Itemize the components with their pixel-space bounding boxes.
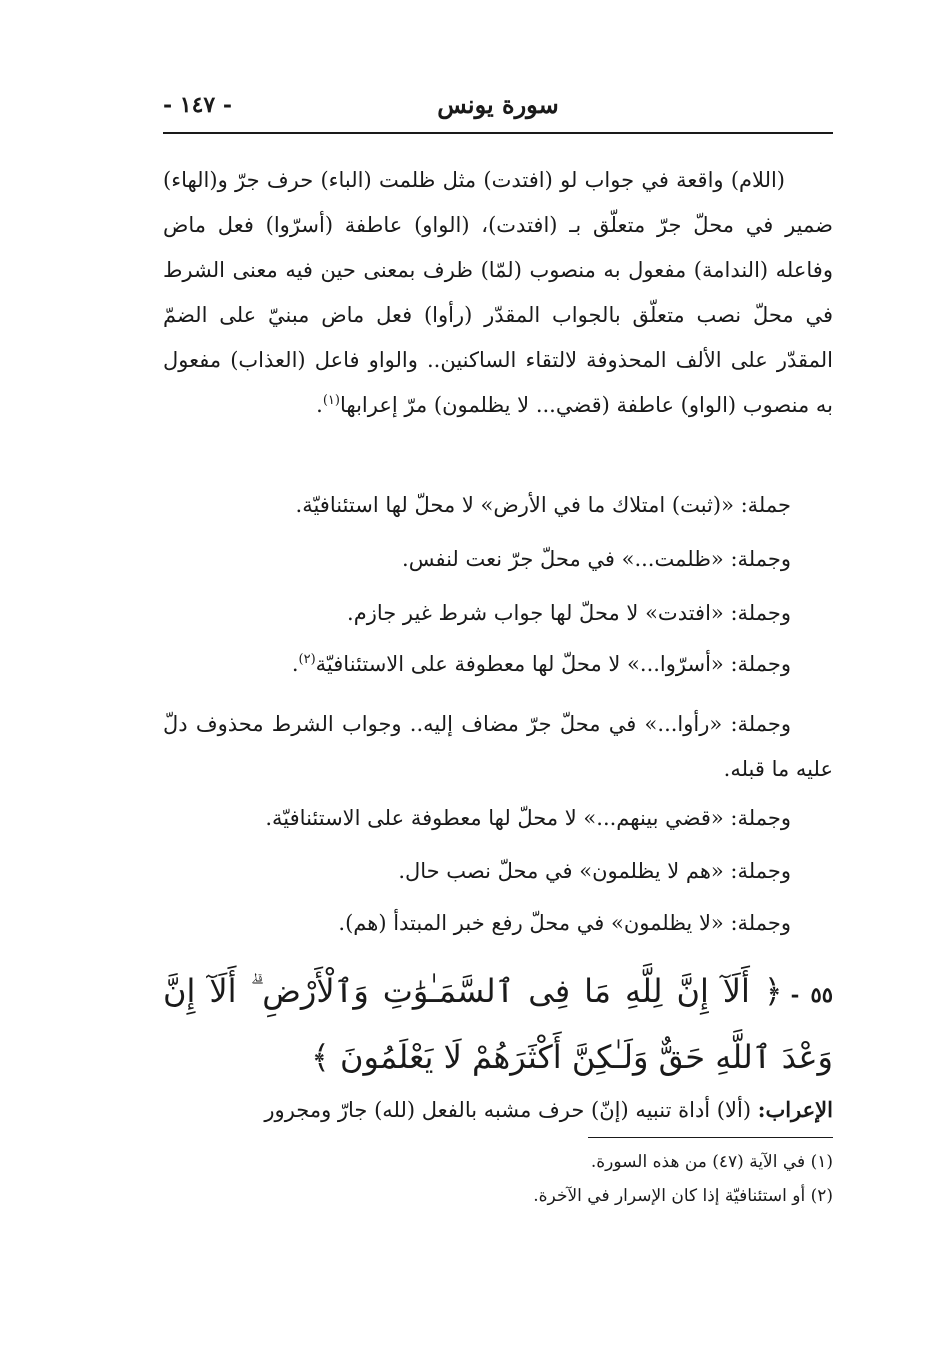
footnote-item: (١) في الآية (٤٧) من هذه السورة. [590,1152,833,1172]
surah-title: سورة يونس [437,90,559,119]
jumla-item: وجملة: «قضي بينهم...» لا محلّ لها معطوفة على الاستئنافيّة. [265,806,791,830]
jumla-item: وجملة: «لا يظلمون» في محلّ رفع خبر المبتدأ (هم). [338,911,791,935]
footnotes [163,0,833,1364]
footnote-ref-2: (٢) [298,652,316,667]
irab-paragraph-end: . [316,393,323,417]
irab-paragraph-text: (اللام) واقعة في جواب لو (افتدت) مثل ظلمت (الباء) حرف جرّ و(الهاء) ضمير في محلّ جرّ متعلّق بـ (افتدت)، (الواو) عاطفة (أسرّوا) فعل ماض وفاعله (الندامة) مفعول به منصوب (لمّا) ظرف بمعنى حين فيه معنى الشرط في محلّ نصب متعلّق بالجواب المقدّر (رأوا) فعل ماض مبنيّ على الضمّ المقدّر على الألف المحذوفة لالتقاء الساكنين.. والواو فاعل (العذاب) مفعول به منصوب (الواو) عاطفة (قضي... لا يظلمون) مرّ إعرابها [163,168,833,417]
verse-number: ٥٥ - [790,982,834,1007]
jumla-item: وجملة: «رأوا...» في محلّ جرّ مضاف إليه.. وجواب الشرط محذوف دلّ عليه ما قبله. [163,712,833,781]
jumla-item: وجملة: «هم لا يظلمون» في محلّ نصب حال. [398,859,791,883]
irab-text: (ألا) أداة تنبيه (إنّ) حرف مشبه بالفعل (لله) جارّ ومجرور [264,1098,752,1122]
jumla-item-text: وجملة: «أسرّوا...» لا محلّ لها معطوفة على الاستئنافيّة [315,652,791,676]
page-number: - ١٤٧ - [163,92,233,118]
verse-text: ﴿ أَلَآ إِنَّ لِلَّهِ مَا فِى ٱلسَّمَـٰوَٰتِ وَٱلْأَرْضِ ۗ أَلَآ إِنَّ وَعْدَ ٱللَّهِ حَقٌّ وَلَـٰكِنَّ أَكْثَرَهُمْ لَا يَعْلَمُونَ ﴾ [163,972,833,1076]
jumla-item: وجملة: «افتدت» لا محلّ لها جواب شرط غير جازم. [347,601,791,625]
footnote-item: (٢) أو استئنافيّة إذا كان الإسرار في الآخرة. [533,1186,833,1206]
jumla-item: جملة: «(ثبت) امتلاك ما في الأرض» لا محلّ لها استئنافيّة. [295,493,791,517]
footnote-ref-1: (١) [322,393,340,408]
jumla-item: وجملة: «ظلمت...» في محلّ جرّ نعت لنفس. [402,547,791,571]
jumla-item-end: . [291,652,299,676]
irab-label: الإعراب: [757,1097,833,1122]
